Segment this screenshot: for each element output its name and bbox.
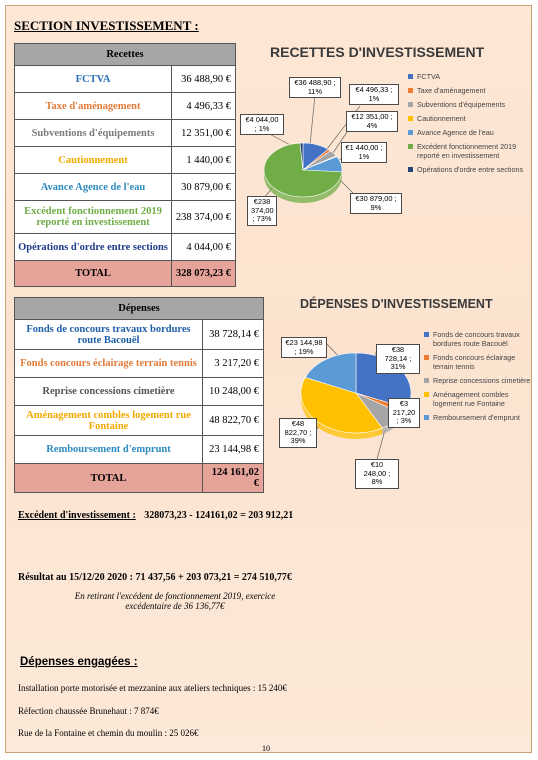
legend-label: Avance Agence de l'eau bbox=[417, 128, 494, 137]
legend-item bbox=[424, 413, 534, 422]
legend-item bbox=[424, 390, 534, 408]
depense-amount: 10 248,00 € bbox=[203, 378, 264, 406]
legend-label: Remboursement d'emprunt bbox=[433, 413, 520, 422]
data-label: €1 440,00 ; 1% bbox=[341, 142, 387, 163]
chart-title-depenses: DÉPENSES D'INVESTISSEMENT bbox=[300, 297, 493, 311]
legend-label: Opérations d'ordre entre sections bbox=[417, 165, 524, 174]
legend-label: Excédent fonctionnement 2019 reporté en investissement bbox=[417, 142, 517, 160]
recettes-header: Recettes bbox=[15, 44, 236, 66]
depenses-total-label: TOTAL bbox=[15, 464, 203, 493]
note bbox=[60, 591, 290, 611]
engagee-item: Installation porte motorisée et mezzanine aux ateliers techniques : 15 240€ bbox=[18, 683, 287, 693]
recette-amount: 4 496,33 € bbox=[172, 93, 236, 120]
legend-item bbox=[424, 353, 534, 371]
data-label: €36 488,90 ; 11% bbox=[289, 77, 341, 98]
depense-label: Aménagement combles logement rue Fontaine bbox=[15, 406, 203, 436]
depense-label: Reprise concessions cimetière bbox=[15, 378, 203, 406]
excedent-line bbox=[18, 510, 293, 521]
data-label: €23 144,98 ; 19% bbox=[281, 337, 327, 358]
legend-item bbox=[424, 376, 534, 385]
legend-swatch bbox=[424, 392, 429, 397]
data-label: €3 217,20 ; 3% bbox=[388, 398, 420, 428]
engagees-title: Dépenses engagées : bbox=[20, 656, 138, 668]
legend-label: Subventions d'équipements bbox=[417, 100, 506, 109]
recette-label: Opérations d'ordre entre sections bbox=[15, 234, 172, 261]
depense-label: Fonds concours éclairage terrain tennis bbox=[15, 350, 203, 378]
data-label: €4 496,33 ; 1% bbox=[349, 84, 399, 105]
chart-title-recettes: RECETTES D'INVESTISSEMENT bbox=[270, 44, 485, 60]
depense-amount: 38 728,14 € bbox=[203, 320, 264, 350]
recette-amount: 30 879,00 € bbox=[172, 174, 236, 201]
recette-amount: 12 351,00 € bbox=[172, 120, 236, 147]
recettes-total-amount: 328 073,23 € bbox=[172, 261, 236, 287]
depense-amount: 48 822,70 € bbox=[203, 406, 264, 436]
depense-label: Fonds de concours travaux bordures route Bacouël bbox=[15, 320, 203, 350]
legend-item bbox=[424, 330, 534, 348]
recette-label: Excédent fonctionnement 2019 reporté en investissement bbox=[15, 201, 172, 234]
legend-label: Fonds de concours travaux bordures route Bacouël bbox=[433, 330, 520, 348]
data-label: €10 248,00 ; 8% bbox=[355, 459, 399, 489]
depense-amount: 23 144,98 € bbox=[203, 436, 264, 464]
data-label: €12 351,00 ; 4% bbox=[346, 111, 398, 132]
note-line-1: En retirant l'excédent de fonctionnement 2019, exercice bbox=[74, 591, 276, 601]
data-label: €48 822,70 ; 39% bbox=[279, 418, 317, 448]
recette-label: Subventions d'équipements bbox=[15, 120, 172, 147]
legend-label: FCTVA bbox=[417, 72, 441, 81]
data-label: €238 374,00 ; 73% bbox=[247, 196, 277, 226]
recette-amount: 36 488,90 € bbox=[172, 66, 236, 93]
excedent-formula: 328073,23 - 124161,02 = 203 912,21 bbox=[144, 510, 294, 521]
legend-label: Reprise concessions cimetière bbox=[433, 376, 531, 385]
data-label: €30 879,00 ; 9% bbox=[350, 193, 402, 214]
recette-amount: 4 044,00 € bbox=[172, 234, 236, 261]
legend-label: Cautionnement bbox=[417, 114, 466, 123]
resultat-line: Résultat au 15/12/20 2020 : 71 437,56 + 203 073,21 = 274 510,77€ bbox=[18, 572, 292, 583]
legend-label: Aménagement combles logement rue Fontaine bbox=[433, 390, 509, 408]
page-number: 10 bbox=[262, 744, 270, 753]
legend-swatch bbox=[424, 378, 429, 383]
engagee-item: Rue de la Fontaine et chemin du moulin : 25 026€ bbox=[18, 728, 199, 738]
legend-label: Fonds concours éclairage terrain tennis bbox=[433, 353, 516, 371]
legend-swatch bbox=[424, 355, 429, 360]
recettes-total-label: TOTAL bbox=[15, 261, 172, 287]
legend-label: Taxe d'aménagement bbox=[417, 86, 486, 95]
legend-swatch bbox=[424, 415, 429, 420]
depenses-legend bbox=[424, 330, 534, 427]
recette-label: Cautionnement bbox=[15, 147, 172, 174]
data-label: €38 728,14 ; 31% bbox=[376, 344, 420, 374]
section-title: SECTION INVESTISSEMENT : bbox=[14, 18, 199, 33]
recette-amount: 1 440,00 € bbox=[172, 147, 236, 174]
data-label: €4 044,00 ; 1% bbox=[240, 114, 284, 135]
depenses-total-amount: 124 161,02 € bbox=[203, 464, 264, 493]
legend-swatch bbox=[424, 332, 429, 337]
depenses-header: Dépenses bbox=[15, 298, 264, 320]
depense-label: Remboursement d'emprunt bbox=[15, 436, 203, 464]
engagee-item: Réfection chaussée Brunehaut : 7 874€ bbox=[18, 706, 159, 716]
note-line-2: excédentaire de 36 136,77€ bbox=[125, 601, 225, 611]
recette-label: Taxe d'aménagement bbox=[15, 93, 172, 120]
recette-amount: 238 374,00 € bbox=[172, 201, 236, 234]
recette-label: FCTVA bbox=[15, 66, 172, 93]
recette-label: Avance Agence de l'eau bbox=[15, 174, 172, 201]
excedent-label: Excédent d'investissement : bbox=[18, 510, 136, 521]
depense-amount: 3 217,20 € bbox=[203, 350, 264, 378]
